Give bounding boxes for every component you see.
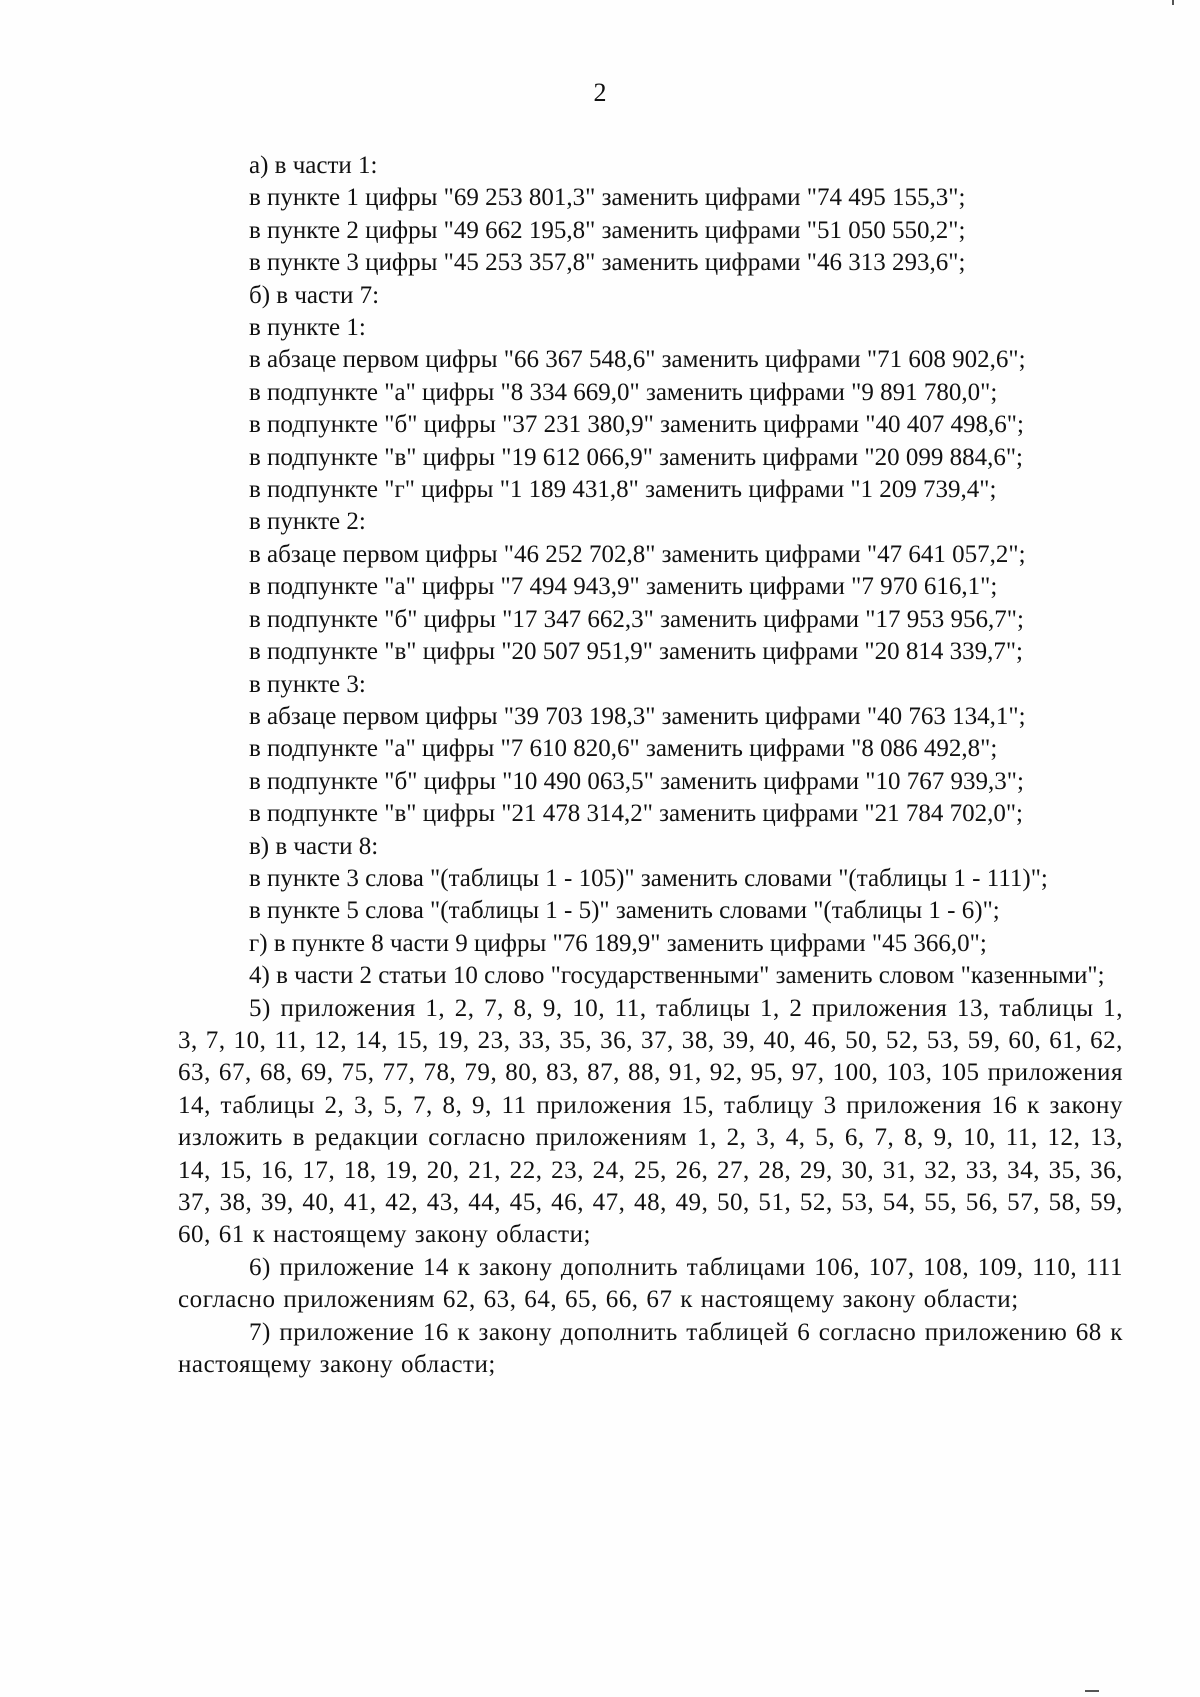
paragraph: в подпункте "а" цифры "8 334 669,0" заменить цифрами "9 891 780,0";: [249, 378, 998, 406]
paragraph: в подпункте "в" цифры "20 507 951,9" заменить цифрами "20 814 339,7";: [249, 638, 1023, 666]
paragraph: в пункте 3 цифры "45 253 357,8" заменить цифрами "46 313 293,6";: [249, 249, 966, 277]
scan-mark-bottom-right: [1085, 1690, 1099, 1692]
paragraph: в подпункте "а" цифры "7 610 820,6" заменить цифрами "8 086 492,8";: [249, 735, 998, 763]
paragraph: в подпункте "б" цифры "10 490 063,5" заменить цифрами "10 767 939,3";: [249, 767, 1024, 795]
scan-mark-top-right: [1172, 0, 1174, 5]
paragraph-5: 5) приложения 1, 2, 7, 8, 9, 10, 11, таблицы 1, 2 приложения 13, таблицы 1, 3, 7, 10, 11, 12, 14, 15, 19, 23, 33, 35, 36, 37, 38, 39, 40, 46, 50, 52, 53, 59, 60, 61, 62, 63, 67, 68, 69, 75, 77, 78, 79, 80, 83, 87, 88, 91, 92, 95, 97, 100, 103, 105 приложения 14, таблицы 2, 3, 5, 7, 8, 9, 11 приложения 15, таблицу 3 приложения 16 к закону изложить в редакции согласно приложениям 1, 2, 3, 4, 5, 6, 7, 8, 9, 10, 11, 12, 13, 14, 15, 16, 17, 18, 19, 20, 21, 22, 23, 24, 25, 26, 27, 28, 29, 30, 31, 32, 33, 34, 35, 36, 37, 38, 39, 40, 41, 42, 43, 44, 45, 46, 47, 48, 49, 50, 51, 52, 53, 54, 55, 56, 57, 58, 59, 60, 61 к настоящему закону области;: [178, 994, 1123, 1249]
paragraph-4: 4) в части 2 статьи 10 слово "государственными" заменить словом "казенными";: [249, 962, 1105, 990]
paragraph: в подпункте "б" цифры "17 347 662,3" заменить цифрами "17 953 956,7";: [249, 605, 1024, 633]
paragraph-v: в) в части 8:: [249, 832, 379, 860]
paragraph: в пункте 1:: [249, 314, 366, 342]
paragraph: в пункте 2:: [249, 508, 366, 536]
paragraph: в пункте 5 слова "(таблицы 1 - 5)" заменить словами "(таблицы 1 - 6)";: [249, 897, 1000, 925]
paragraph: в подпункте "в" цифры "19 612 066,9" заменить цифрами "20 099 884,6";: [249, 443, 1023, 471]
document-body: [178, 150, 1123, 1381]
paragraph: в подпункте "г" цифры "1 189 431,8" заменить цифрами "1 209 739,4";: [249, 476, 997, 504]
paragraph: в пункте 1 цифры "69 253 801,3" заменить цифрами "74 495 155,3";: [249, 184, 966, 212]
paragraph: в пункте 2 цифры "49 662 195,8" заменить цифрами "51 050 550,2";: [249, 216, 966, 244]
paragraph-7: 7) приложение 16 к закону дополнить таблицей 6 согласно приложению 68 к настоящему закону области;: [178, 1318, 1123, 1379]
paragraph: в пункте 3 слова "(таблицы 1 - 105)" заменить словами "(таблицы 1 - 111)";: [249, 864, 1048, 892]
paragraph-6: 6) приложение 14 к закону дополнить таблицами 106, 107, 108, 109, 110, 111 согласно приложениям 62, 63, 64, 65, 66, 67 к настоящему закону области;: [178, 1253, 1123, 1314]
paragraph: в подпункте "б" цифры "37 231 380,9" заменить цифрами "40 407 498,6";: [249, 411, 1024, 439]
page-number: 2: [593, 78, 607, 107]
paragraph: в абзаце первом цифры "66 367 548,6" заменить цифрами "71 608 902,6";: [249, 346, 1026, 374]
paragraph: в абзаце первом цифры "46 252 702,8" заменить цифрами "47 641 057,2";: [249, 540, 1026, 568]
paragraph: в пункте 3:: [249, 670, 366, 698]
paragraph-b: б) в части 7:: [249, 281, 380, 309]
paragraph-g: г) в пункте 8 части 9 цифры "76 189,9" заменить цифрами "45 366,0";: [249, 929, 987, 957]
paragraph: в подпункте "а" цифры "7 494 943,9" заменить цифрами "7 970 616,1";: [249, 573, 998, 601]
paragraph: в подпункте "в" цифры "21 478 314,2" заменить цифрами "21 784 702,0";: [249, 800, 1023, 828]
paragraph-a: а) в части 1:: [249, 152, 378, 179]
paragraph: в абзаце первом цифры "39 703 198,3" заменить цифрами "40 763 134,1";: [249, 702, 1026, 730]
